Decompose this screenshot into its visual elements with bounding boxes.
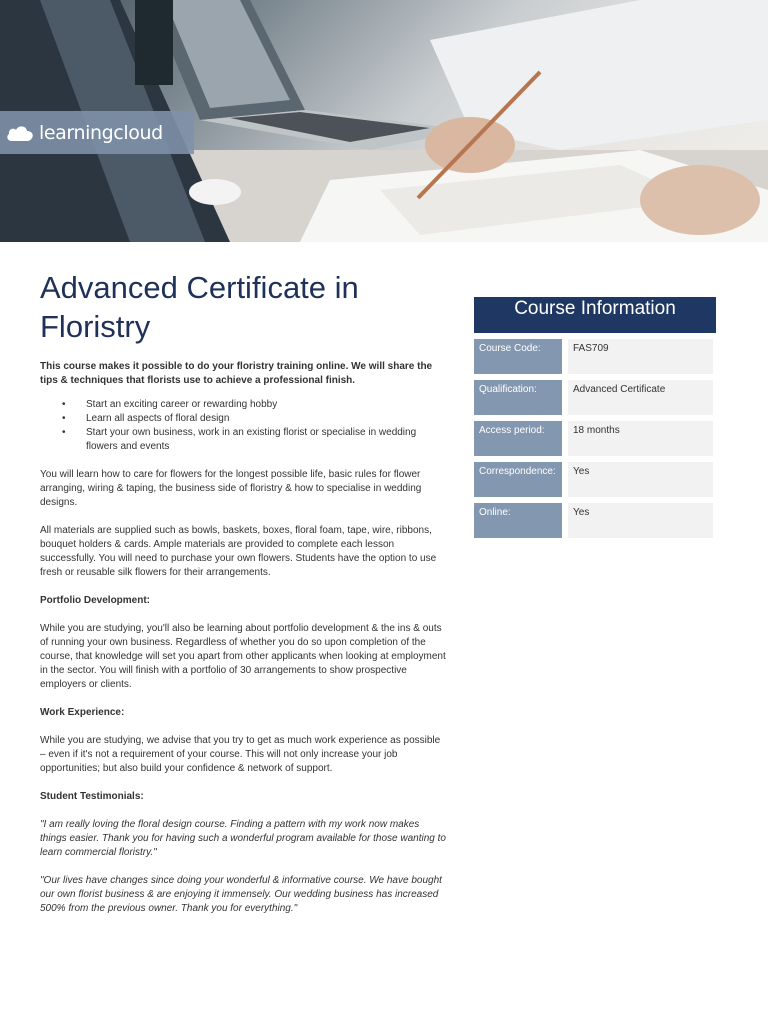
- testimonials-heading: Student Testimonials:: [40, 791, 144, 802]
- list-item: • Start your own business, work in an existing florist or specialise in wedding flowers and events: [40, 426, 448, 454]
- list-item: • Start an exciting career or rewarding hobby: [40, 398, 448, 412]
- info-label: Qualification:: [474, 380, 562, 415]
- course-description: [40, 268, 448, 916]
- info-value: FAS709: [568, 339, 713, 374]
- work-experience-heading: Work Experience:: [40, 707, 125, 718]
- list-item: • Learn all aspects of floral design: [40, 412, 448, 426]
- paragraph-learning: You will learn how to care for flowers for the longest possible life, basic rules for flower arranging, wiring & taping, the business side of floristry & how to specialise in wedding designs.: [40, 469, 422, 508]
- testimonial-quote: "Our lives have changes since doing your wonderful & informative course. We have bought our own florist business & are enjoying it immensely. Our wedding business has increased 500% from the previous owner. Thank you for everything.": [40, 875, 442, 914]
- info-value: 18 months: [568, 421, 713, 456]
- info-value: Advanced Certificate: [568, 380, 713, 415]
- testimonial-quote: "I am really loving the floral design course. Finding a pattern with my work now makes things easier. Thank you for having such a wonderful program available for those wanting to learn commercial floristry.": [40, 819, 446, 858]
- info-row-correspondence: [474, 462, 716, 497]
- course-info-title: Course Information: [474, 297, 716, 333]
- portfolio-text: While you are studying, you'll also be learning about portfolio development & the ins & outs of running your own business. Regardless of whether you do so upon completion of the course, that knowledge will set you apart from other applicants when looking at employment in the sector. You will finish with a portfolio of 30 arrangements to show prospective employers or clients.: [40, 623, 446, 690]
- info-value: Yes: [568, 503, 713, 538]
- benefits-list: [40, 398, 448, 454]
- info-row-qualification: [474, 380, 716, 415]
- info-row-course-code: [474, 339, 716, 374]
- info-label: Online:: [474, 503, 562, 538]
- brand-logo[interactable]: [0, 111, 194, 154]
- hero-banner: [0, 0, 768, 242]
- intro-text: This course makes it possible to do your floristry training online. We will share the tips & techniques that florists use to achieve a professional finish.: [40, 361, 433, 386]
- info-row-access-period: [474, 421, 716, 456]
- page-title: Advanced Certificate in Floristry: [40, 270, 359, 344]
- logo-text: learningcloud: [39, 121, 163, 144]
- info-label: Course Code:: [474, 339, 562, 374]
- info-row-online: [474, 503, 716, 538]
- cloud-icon: [5, 123, 35, 143]
- portfolio-heading: Portfolio Development:: [40, 595, 151, 606]
- work-experience-text: While you are studying, we advise that you try to get as much work experience as possible – even if it's not a requirement of your course. This will not only increase your job opportunities; but also build your confidence & network of support.: [40, 735, 441, 774]
- paragraph-materials: All materials are supplied such as bowls, baskets, boxes, floral foam, tape, wire, ribbons, bouquet holders & cards. Ample materials are provided to complete each lesson successfully. You will need to purchase your own flowers. Students have the option to use fresh or reusable silk flowers for their arrangements.: [40, 525, 437, 578]
- info-label: Correspondence:: [474, 462, 562, 497]
- course-info-table: [474, 297, 716, 538]
- info-label: Access period:: [474, 421, 562, 456]
- info-value: Yes: [568, 462, 713, 497]
